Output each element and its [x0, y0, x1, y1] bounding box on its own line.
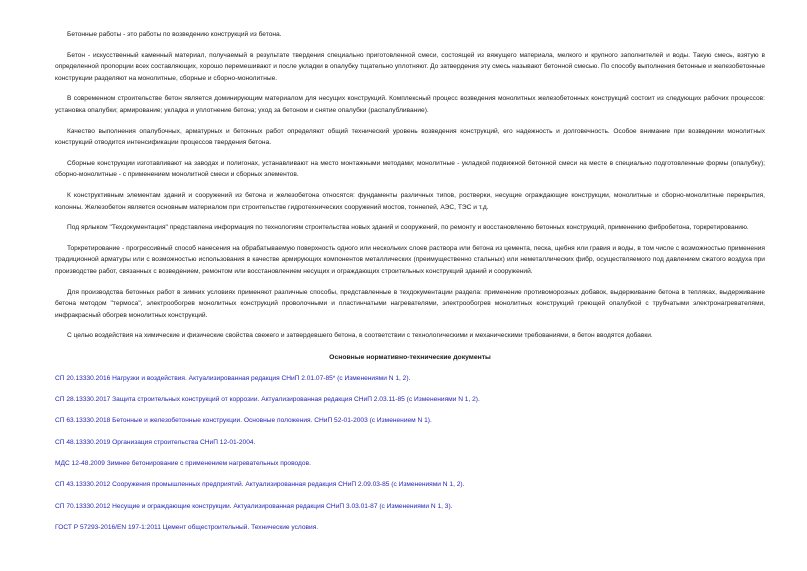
- document-link-sp-63[interactable]: СП 63.13330.2018 Бетонные и железобетонные конструкции. Основные положения. СНиП 52-01-2003 (с Изменением N 1).: [55, 417, 432, 425]
- documents-list: [55, 374, 765, 533]
- paragraph-winter-works: Для производства бетонных работ в зимних условиях применяют различные способы, представленные в техдокументации раздела: применение противоморозных добавок, выдерживание бетона в тепляках, выдерживание бетона методом "термоса", электрообогрев монолитных конструкций проволочными и пластинчатыми нагревателями, электрообогрев монолитных конструкций греющей опалубкой с трубчатыми электронагревателями, инфракрасный обогрев монолитных конструкций.: [55, 288, 765, 319]
- paragraph-shotcrete: Торкретирование - прогрессивный способ нанесения на обрабатываемую поверхность одного или нескольких слоев раствора или бетона из цемента, песка, щебня или гравия и воды, в том числе с возможностью применения традиционной арматуры или с возможностью использования в качестве армирующих компонентов металлических (преимущественно стальных) или неметаллических фибр, осуществляемого под давлением сжатого воздуха при производстве работ, связанных с возведением, ремонтом или восстановлением несущих и ограждающих строительных конструкций зданий и сооружений.: [55, 244, 765, 275]
- document-link-sp-43[interactable]: СП 43.13330.2012 Сооружения промышленных предприятий. Актуализированная редакция СНиП 2.09.03-85 (с Изменениями N 1, 2).: [55, 481, 465, 489]
- section-heading: Основные нормативно-технические документы: [329, 353, 491, 361]
- document-link-sp-28[interactable]: СП 28.13330.2017 Защита строительных конструкций от коррозии. Актуализированная редакция СНиП 2.03.11-85 (с Изменениями N 1, 2).: [55, 396, 480, 404]
- paragraph-additives: С целью воздействия на химические и физические свойства свежего и затвердевшего бетона, в соответствии с технологическими и механическими требованиями, в бетон вводятся добавки.: [67, 332, 653, 340]
- paragraph-precast: Сборные конструкции изготавливают на заводах и полигонах, устанавливают на место монтажными методами; монолитные - укладкой подвижной бетонной смеси на месте в специально подготовленные формы (опалубку); сборно-монолитные - с применением монолитной смеси и сборных элементов.: [55, 159, 765, 179]
- document-link-sp-48[interactable]: СП 48.13330.2019 Организация строительства СНиП 12-01-2004.: [55, 438, 256, 446]
- document-page: [55, 29, 765, 544]
- paragraph-definition-concrete: Бетон - искусственный каменный материал, получаемый в результате твердения специально приготовленной смеси, состоящей из вяжущего материала, мелкого и крупного заполнителей и воды. Такую смесь, взятую в определенной пропорции всех составляющих, хорошо перемешивают и после укладки в опалубку тщательно уплотняют. До затвердения эту смесь называют бетонной смесью. По способу выполнения бетонные и железобетонные конструкции разделяют на монолитные, сборные и сборно-монолитные.: [55, 51, 765, 82]
- document-link-mds-12-48[interactable]: МДС 12-48.2009 Зимнее бетонирование с применением нагревательных проводов.: [55, 460, 311, 468]
- document-link-sp-70[interactable]: СП 70.13330.2012 Несущие и ограждающие конструкции. Актуализированная редакция СНиП 3.03.01-87 (с Изменениями N 1, 3).: [55, 502, 453, 510]
- paragraph-structural-elements: К конструктивным элементам зданий и сооружений из бетона и железобетона относятся: фундаменты различных типов, ростверки, несущие ограждающие конструкции, монолитные и сборно-монолитные перекрытия, колонны. Железобетон является основным материалом при строительстве гидротехнических сооружений мостов, тоннелей, АЭС, ТЭС и т.д.: [55, 191, 765, 211]
- paragraph-techdoc: Под ярлыком "Техдокументация" представлена информация по технологиям строительства новых зданий и сооружений, по ремонту и восстановлению бетонных конструкций, применению фибробетона, торкретированию.: [67, 224, 749, 232]
- paragraph-definition-works: Бетонные работы - это работы по возведению конструкций из бетона.: [67, 31, 282, 38]
- paragraph-quality: Качество выполнения опалубочных, арматурных и бетонных работ определяют общий технический уровень возведения конструкций, его надежность и долговечность. Особое внимание при возведении монолитных конструкций отводится интенсификации процессов твердения бетона.: [55, 127, 765, 147]
- document-link-gost-57293[interactable]: ГОСТ Р 57293-2016/EN 197-1:2011 Цемент общестроительный. Технические условия.: [55, 523, 319, 531]
- document-link-sp-20[interactable]: СП 20.13330.2016 Нагрузки и воздействия. Актуализированная редакция СНиП 2.01.07-85* (с Изменениями N 1, 2).: [55, 374, 411, 382]
- paragraph-modern-construction: В современном строительстве бетон является доминирующим материалом для несущих конструкций. Комплексный процесс возведения монолитных железобетонных конструкций состоит из следующих рабочих процессов: установка опалубки; армирование; укладка и уплотнение бетона; уход за бетоном и снятие опалубки (распалубливание).: [55, 95, 765, 114]
